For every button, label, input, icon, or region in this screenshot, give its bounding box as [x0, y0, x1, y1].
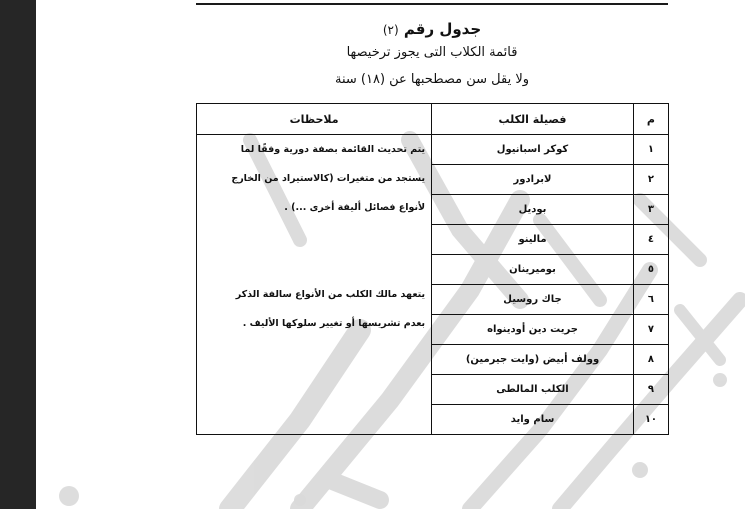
table-title [196, 20, 668, 38]
viewer-side-strip [0, 0, 36, 509]
document-page [36, 0, 745, 509]
table-subtitle-1: قائمة الكلاب التى يجوز ترخيصها [346, 45, 518, 60]
notes-spacer [203, 222, 425, 280]
row-index: ١٠ [633, 405, 668, 435]
row-index: ٨ [633, 345, 668, 375]
row-index: ١ [633, 135, 668, 165]
row-breed: جريت دين أودينواه [432, 315, 634, 345]
table-title-number: (٢) [382, 23, 399, 37]
note-2-line-2: بعدم تشريسها أو تغيير سلوكها الأليف . [242, 318, 426, 329]
row-breed: بوميرينان [432, 255, 634, 285]
row-index: ٥ [633, 255, 668, 285]
row-breed: بوديل [432, 195, 634, 225]
row-index: ٤ [633, 225, 668, 255]
note-2-line-1: يتعهد مالك الكلب من الأنواع سالفة الذكر [235, 289, 426, 300]
table-header-row [197, 104, 669, 135]
row-breed: مالينو [432, 225, 634, 255]
row-index: ٢ [633, 165, 668, 195]
dog-breeds-table [196, 103, 669, 435]
row-index: ٣ [633, 195, 668, 225]
header-rule [196, 3, 668, 5]
row-breed: جاك روسيل [432, 285, 634, 315]
note-1-line-3: لأنواع فصائل أليفة أخرى ...) . [284, 202, 426, 213]
notes-cell [197, 135, 432, 435]
row-breed: سام وايد [432, 405, 634, 435]
row-breed: وولف أبيض (وايت جيرمين) [432, 345, 634, 375]
note-1-line-1: يتم تحديث القائمة بصفة دورية وفقًا لما [240, 144, 426, 155]
row-index: ٩ [633, 375, 668, 405]
row-index: ٧ [633, 315, 668, 345]
header-index: م [633, 104, 668, 135]
table-subtitle-2: ولا يقل سن مصطحبها عن (١٨) سنة [334, 72, 530, 87]
header-notes: ملاحظات [197, 104, 432, 135]
table-row [197, 135, 669, 165]
row-breed: كوكر اسبانيول [432, 135, 634, 165]
row-breed: الكلب المالطى [432, 375, 634, 405]
note-1-line-2: يستجد من متغيرات (كالاستيراد من الخارج [231, 173, 426, 184]
header-breed: فصيلة الكلب [432, 104, 634, 135]
row-index: ٦ [633, 285, 668, 315]
table-title-text: جدول رقم [403, 20, 482, 38]
row-breed: لابرادور [432, 165, 634, 195]
